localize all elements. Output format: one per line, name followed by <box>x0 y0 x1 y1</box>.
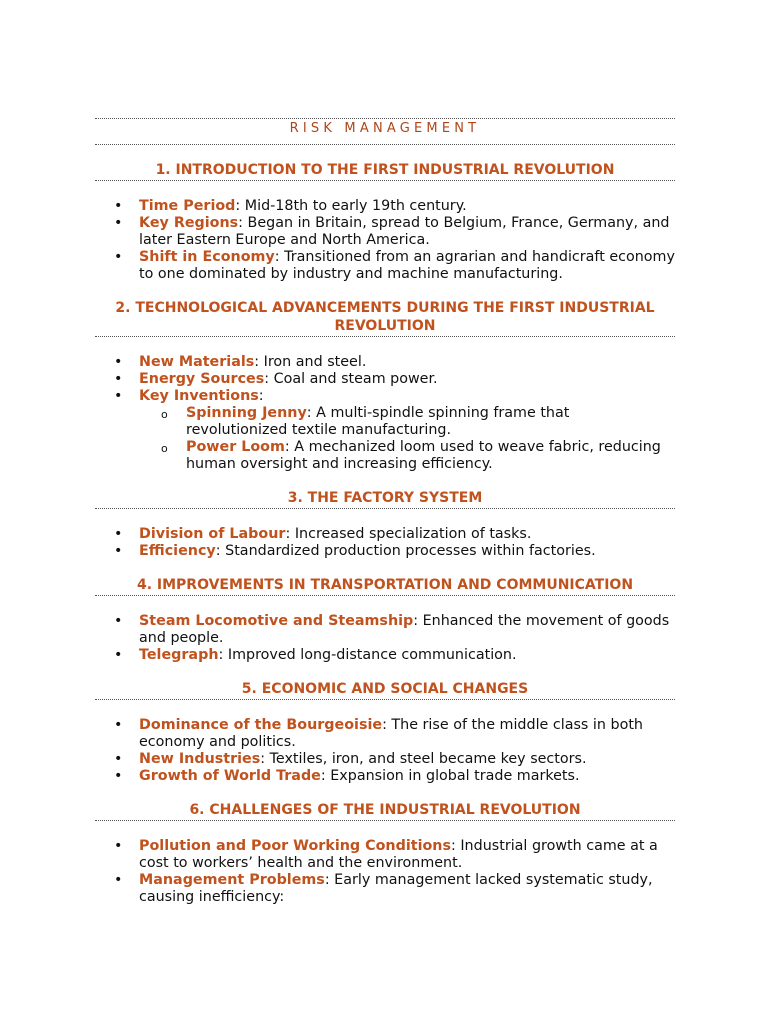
list-item <box>95 198 675 215</box>
list-item <box>95 717 675 751</box>
list-item <box>95 215 675 249</box>
item-term: Energy Sources <box>139 371 265 387</box>
item-term: Time Period <box>139 198 236 214</box>
item-term: Pollution and Poor Working Conditions <box>139 838 451 854</box>
divider <box>95 144 675 145</box>
item-text: : <box>258 388 264 404</box>
list-item <box>95 526 675 543</box>
list-item <box>95 543 675 560</box>
list-item <box>95 768 675 785</box>
list-item <box>95 751 675 768</box>
item-term: Division of Labour <box>139 526 286 542</box>
item-text: : Industrial growth came at a cost to workers’ health and the environment. <box>139 838 658 871</box>
item-text: : Began in Britain, spread to Belgium, France, Germany, and later Eastern Europe and North America. <box>139 215 670 248</box>
divider <box>95 595 675 596</box>
list-item <box>95 872 675 906</box>
list-item <box>95 647 675 664</box>
sub-list-item <box>139 439 675 473</box>
list-item <box>95 354 675 371</box>
item-text: : Coal and steam power. <box>264 371 438 387</box>
item-term: Telegraph <box>139 647 219 663</box>
item-text: : Transitioned from an agrarian and handicraft economy to one dominated by industry and machine manufacturing. <box>139 249 675 282</box>
item-text: : Expansion in global trade markets. <box>320 768 580 784</box>
section-heading-transportation-communication: 4. IMPROVEMENTS IN TRANSPORTATION AND COMMUNICATION <box>136 577 634 593</box>
item-term: New Materials <box>139 354 255 370</box>
document-title: RISK MANAGEMENT <box>289 121 481 136</box>
bullet-list <box>95 613 675 664</box>
item-text: : Textiles, iron, and steel became key sectors. <box>260 751 587 767</box>
list-item <box>95 838 675 872</box>
divider <box>95 699 675 700</box>
item-term: Key Regions <box>139 215 239 231</box>
divider <box>95 336 675 337</box>
list-item <box>95 613 675 647</box>
item-term: Steam Locomotive and Steamship <box>139 613 414 629</box>
divider <box>95 820 675 821</box>
item-text: : Iron and steel. <box>254 354 367 370</box>
item-term: New Industries <box>139 751 261 767</box>
item-text: : Increased specialization of tasks. <box>285 526 532 542</box>
list-item <box>95 249 675 283</box>
item-text: : Early management lacked systematic study, causing inefficiency: <box>139 872 653 905</box>
list-item <box>95 388 675 473</box>
bullet-list <box>95 354 675 473</box>
bullet-list <box>95 526 675 560</box>
item-term: Shift in Economy <box>139 249 275 265</box>
bullet-list <box>95 198 675 283</box>
item-text: : Improved long-distance communication. <box>218 647 517 663</box>
item-term: Efficiency <box>139 543 216 559</box>
section-heading-challenges: 6. CHALLENGES OF THE INDUSTRIAL REVOLUTION <box>189 802 581 818</box>
section-heading-technological-advancements: 2. TECHNOLOGICAL ADVANCEMENTS DURING THE FIRST INDUSTRIAL REVOLUTION <box>115 300 655 334</box>
item-term: Management Problems <box>139 872 325 888</box>
item-text: : Standardized production processes within factories. <box>215 543 596 559</box>
bullet-list <box>95 717 675 785</box>
section-heading-factory-system: 3. THE FACTORY SYSTEM <box>287 490 483 506</box>
document-page <box>95 0 675 906</box>
sub-list-item <box>139 405 675 439</box>
section-heading-introduction: 1. INTRODUCTION TO THE FIRST INDUSTRIAL REVOLUTION <box>155 162 615 178</box>
item-text: : Mid-18th to early 19th century. <box>235 198 467 214</box>
item-term: Growth of World Trade <box>139 768 321 784</box>
item-term: Dominance of the Bourgeoisie <box>139 717 383 733</box>
item-text: : The rise of the middle class in both economy and politics. <box>139 717 643 750</box>
divider <box>95 508 675 509</box>
item-text: : Enhanced the movement of goods and people. <box>139 613 670 646</box>
item-text: : A multi-spindle spinning frame that revolutionized textile manufacturing. <box>186 405 570 438</box>
item-term: Power Loom <box>186 439 285 455</box>
item-term: Spinning Jenny <box>186 405 307 421</box>
bullet-list <box>95 838 675 906</box>
list-item <box>95 371 675 388</box>
item-text: : A mechanized loom used to weave fabric, reducing human oversight and increasing efficiency. <box>186 439 661 472</box>
item-term: Key Inventions <box>139 388 259 404</box>
divider <box>95 180 675 181</box>
sub-list <box>139 405 675 473</box>
section-heading-economic-social-changes: 5. ECONOMIC AND SOCIAL CHANGES <box>241 681 529 697</box>
